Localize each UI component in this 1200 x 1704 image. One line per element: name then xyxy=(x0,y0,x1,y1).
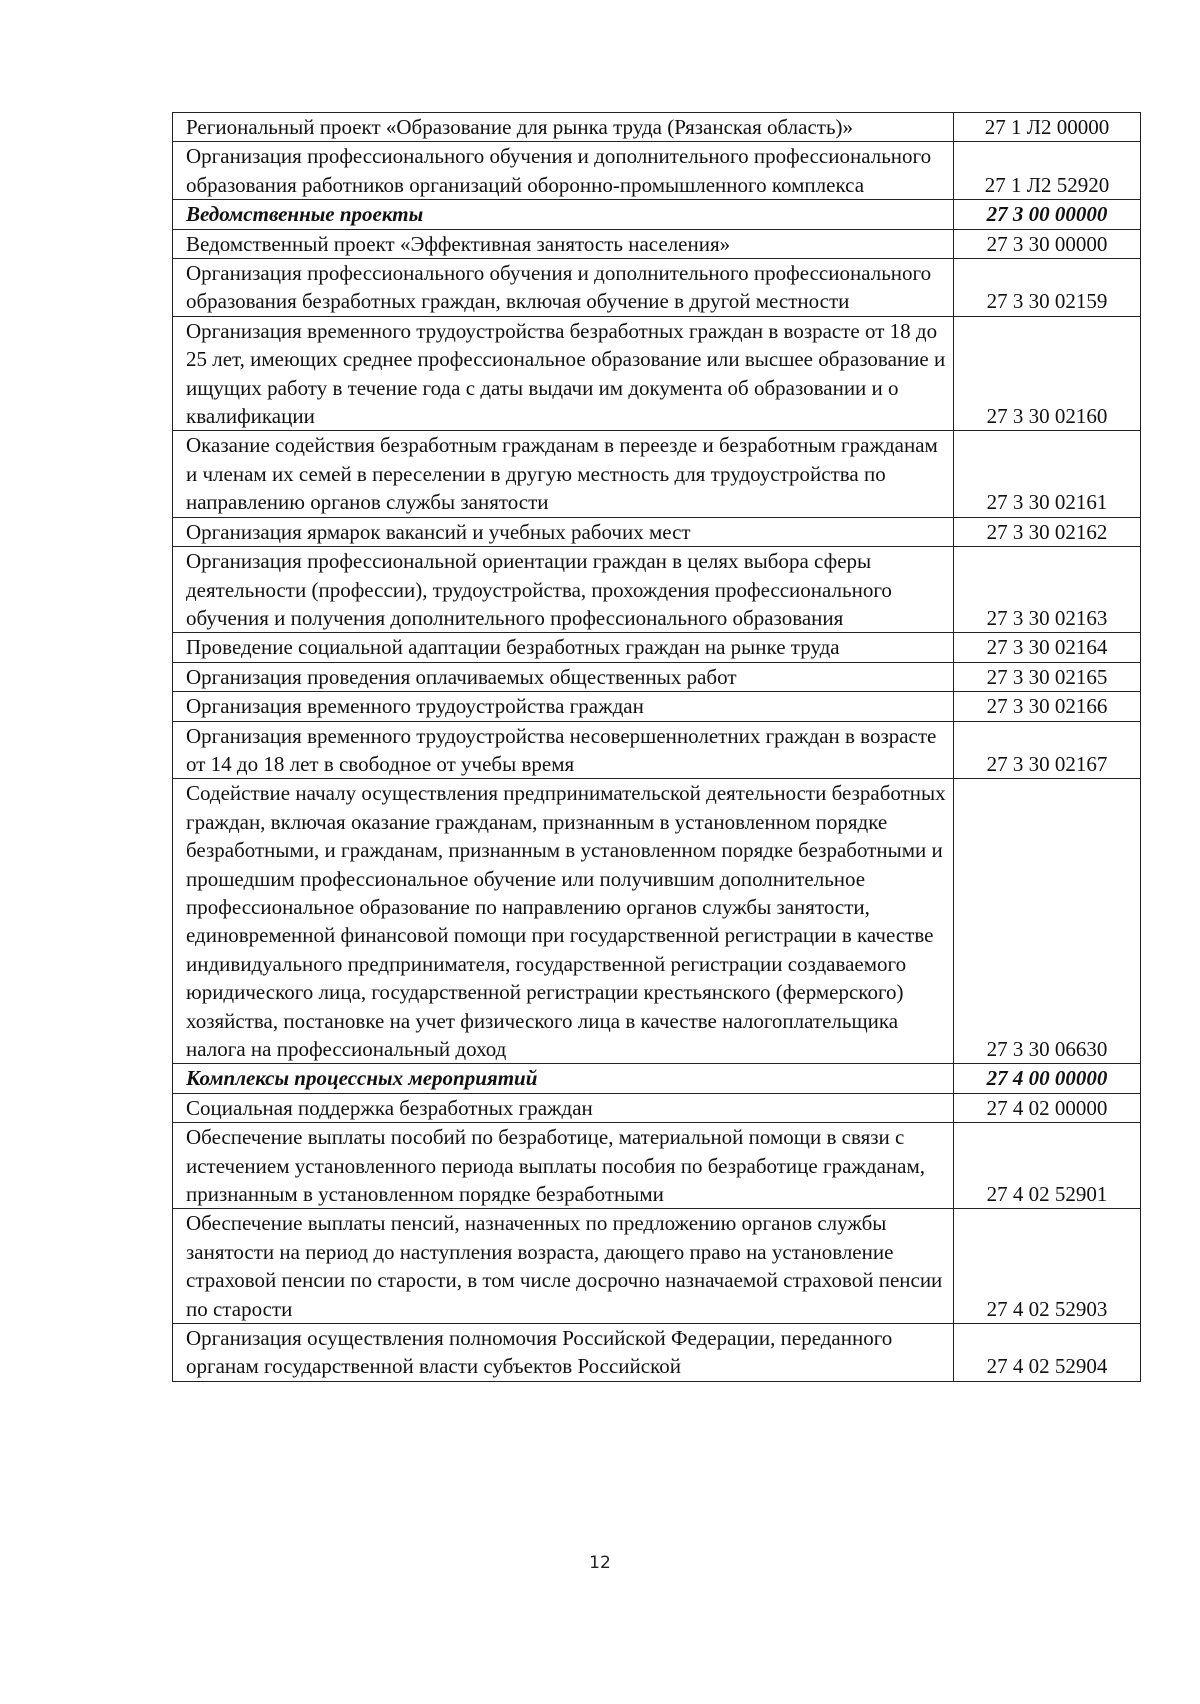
program-name-cell: Социальная поддержка безработных граждан xyxy=(173,1093,954,1122)
program-name-cell: Организация проведения оплачиваемых общественных работ xyxy=(173,662,954,691)
target-code-cell: 27 3 30 02162 xyxy=(954,517,1141,546)
program-name-cell: Содействие началу осуществления предпринимательской деятельности безработных граждан, включая оказание гражданам, признанным в установленном порядке безработными, и гражданам, признанным в установленном порядке безработными и прошедшим профессиональное обучение или получившим дополнительное профессиональное образование по направлению органов службы занятости, единовременной финансовой помощи при государственной регистрации в качестве индивидуального предпринимателя, государственной регистрации создаваемого юридического лица, государственной регистрации крестьянского (фермерского) хозяйства, постановке на учет физического лица в качестве налогоплательщика налога на профессиональный доход xyxy=(173,779,954,1064)
target-code-cell: 27 3 30 02159 xyxy=(954,259,1141,317)
page-number: 12 xyxy=(589,1553,611,1573)
target-code-cell: 27 3 30 06630 xyxy=(954,779,1141,1064)
document-page xyxy=(172,112,1140,1382)
table-row xyxy=(173,633,1141,662)
target-code-cell: 27 3 30 02160 xyxy=(954,316,1141,431)
section-code-cell: 27 3 00 00000 xyxy=(954,200,1141,229)
table-row xyxy=(173,113,1141,142)
program-name-cell: Организация профессиональной ориентации граждан в целях выбора сферы деятельности (профессии), трудоустройства, прохождения профессионального обучения и получения дополнительного профессионального образования xyxy=(173,547,954,633)
target-code-cell: 27 3 30 02164 xyxy=(954,633,1141,662)
target-code-cell: 27 3 30 02167 xyxy=(954,721,1141,779)
target-code-cell: 27 4 02 52903 xyxy=(954,1209,1141,1324)
table-row xyxy=(173,316,1141,431)
target-code-cell: 27 3 30 02161 xyxy=(954,431,1141,517)
table-row xyxy=(173,142,1141,200)
table-row xyxy=(173,547,1141,633)
table-row xyxy=(173,721,1141,779)
program-name-cell: Обеспечение выплаты пособий по безработице, материальной помощи в связи с истечением установленного периода выплаты пособия по безработице гражданам, признанным в установленном порядке безработными xyxy=(173,1123,954,1209)
program-name-cell: Региональный проект «Образование для рынка труда (Рязанская область)» xyxy=(173,113,954,142)
table-row xyxy=(173,517,1141,546)
target-code-cell: 27 3 30 02165 xyxy=(954,662,1141,691)
target-code-cell: 27 3 30 00000 xyxy=(954,229,1141,258)
target-code-cell: 27 4 02 52901 xyxy=(954,1123,1141,1209)
table-row xyxy=(173,779,1141,1064)
table-row xyxy=(173,1324,1141,1382)
section-header-row xyxy=(173,1064,1141,1093)
target-code-cell: 27 3 30 02163 xyxy=(954,547,1141,633)
program-name-cell: Организация временного трудоустройства граждан xyxy=(173,692,954,721)
table-row xyxy=(173,692,1141,721)
table-row xyxy=(173,1123,1141,1209)
table-row xyxy=(173,259,1141,317)
program-name-cell: Организация профессионального обучения и дополнительного профессионального образования работников организаций оборонно-промышленного комплекса xyxy=(173,142,954,200)
table-row xyxy=(173,662,1141,691)
program-name-cell: Организация профессионального обучения и дополнительного профессионального образования безработных граждан, включая обучение в другой местности xyxy=(173,259,954,317)
section-code-cell: 27 4 00 00000 xyxy=(954,1064,1141,1093)
program-name-cell: Проведение социальной адаптации безработных граждан на рынке труда xyxy=(173,633,954,662)
section-header-row xyxy=(173,200,1141,229)
budget-classification-table xyxy=(172,112,1141,1382)
section-title-cell: Ведомственные проекты xyxy=(173,200,954,229)
target-code-cell: 27 3 30 02166 xyxy=(954,692,1141,721)
program-name-cell: Организация ярмарок вакансий и учебных рабочих мест xyxy=(173,517,954,546)
program-name-cell: Обеспечение выплаты пенсий, назначенных по предложению органов службы занятости на период до наступления возраста, дающего право на установление страховой пенсии по старости, в том числе досрочно назначаемой страховой пенсии по старости xyxy=(173,1209,954,1324)
table-row xyxy=(173,1093,1141,1122)
program-name-cell: Организация осуществления полномочия Российской Федерации, переданного органам государственной власти субъектов Российской xyxy=(173,1324,954,1382)
table-row xyxy=(173,431,1141,517)
section-title-cell: Комплексы процессных мероприятий xyxy=(173,1064,954,1093)
target-code-cell: 27 4 02 00000 xyxy=(954,1093,1141,1122)
program-name-cell: Организация временного трудоустройства несовершеннолетних граждан в возрасте от 14 до 18 лет в свободное от учебы время xyxy=(173,721,954,779)
program-name-cell: Оказание содействия безработным гражданам в переезде и безработным гражданам и членам их семей в переселении в другую местность для трудоустройства по направлению органов службы занятости xyxy=(173,431,954,517)
table-row xyxy=(173,229,1141,258)
program-name-cell: Ведомственный проект «Эффективная занятость населения» xyxy=(173,229,954,258)
target-code-cell: 27 1 Л2 52920 xyxy=(954,142,1141,200)
target-code-cell: 27 4 02 52904 xyxy=(954,1324,1141,1382)
program-name-cell: Организация временного трудоустройства безработных граждан в возрасте от 18 до 25 лет, имеющих среднее профессиональное образование или высшее образование и ищущих работу в течение года с даты выдачи им документа об образовании и о квалификации xyxy=(173,316,954,431)
target-code-cell: 27 1 Л2 00000 xyxy=(954,113,1141,142)
table-row xyxy=(173,1209,1141,1324)
table-body xyxy=(173,113,1141,1382)
